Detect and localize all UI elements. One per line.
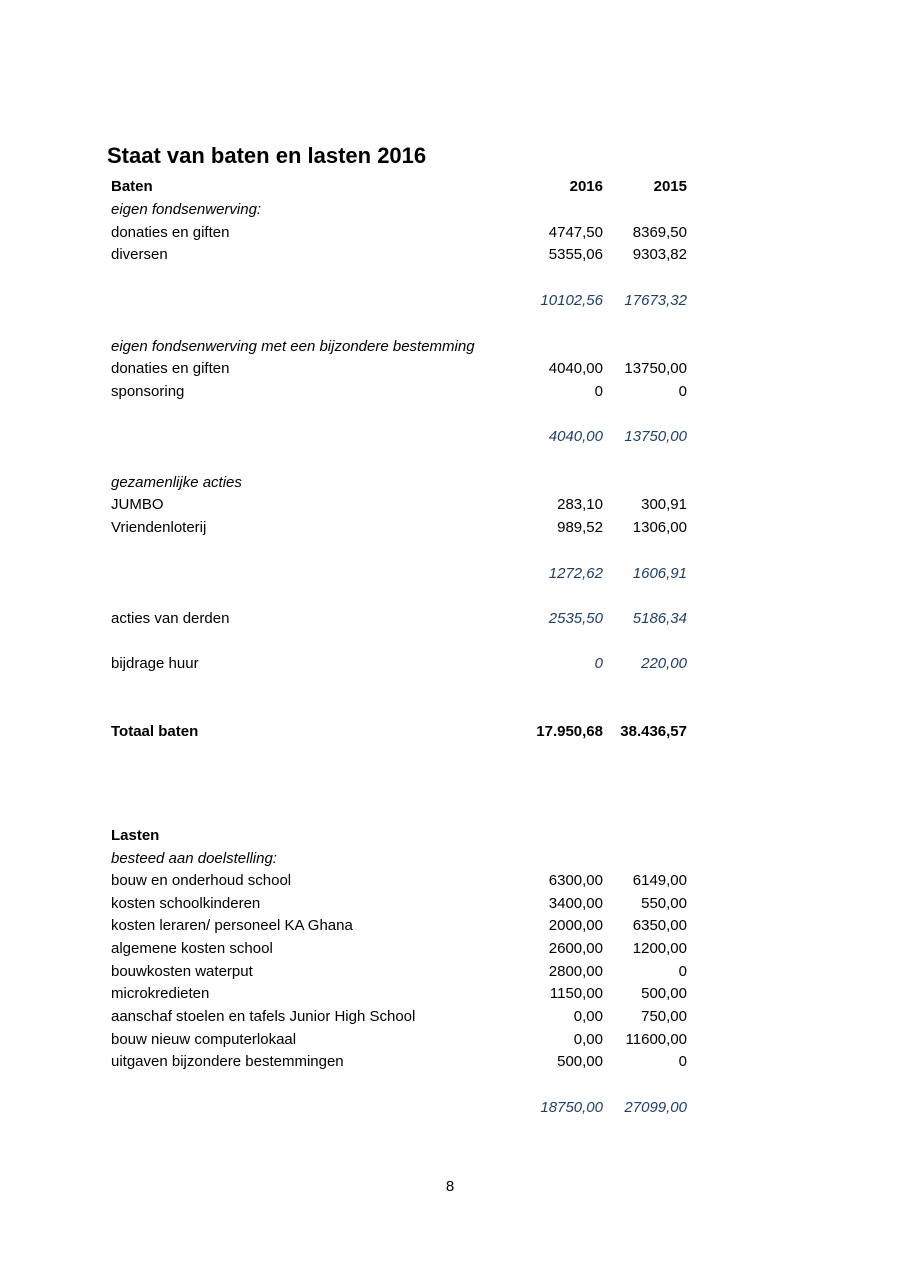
subtotal-2015: 1606,91: [632, 565, 687, 582]
value-2016: 2600,00: [548, 940, 603, 957]
subtotal-2015: 27099,00: [624, 1099, 687, 1116]
row-label: kosten leraren/ personeel KA Ghana: [111, 917, 353, 934]
section-heading-label: eigen fondsenwerving met een bijzondere bestemming: [111, 338, 475, 355]
page-title: Staat van baten en lasten 2016: [107, 143, 427, 168]
row-label: bouw nieuw computerlokaal: [111, 1031, 297, 1048]
value-2015: 11600,00: [625, 1031, 687, 1048]
table-row: [111, 358, 689, 380]
baten-header-row: [111, 176, 689, 198]
value-2015: 0: [678, 383, 687, 400]
subtotal-2016: 10102,56: [540, 292, 603, 309]
section-heading-label: besteed aan doelstelling:: [111, 850, 277, 867]
value-2015: 550,00: [641, 895, 687, 912]
value-2016: 1150,00: [549, 985, 603, 1002]
value-2016: 6300,00: [548, 872, 603, 889]
row-label: sponsoring: [111, 383, 185, 400]
row-label: diversen: [111, 246, 168, 263]
value-2015: 500,00: [641, 985, 687, 1002]
row-label: donaties en giften: [111, 224, 230, 241]
value-2015: 1306,00: [632, 519, 687, 536]
value-2015: 0: [678, 1053, 687, 1070]
row-label: Vriendenloterij: [111, 519, 207, 536]
row-label: JUMBO: [111, 496, 164, 513]
row-label: aanschaf stoelen en tafels Junior High School: [111, 1008, 416, 1025]
table-row: [111, 915, 689, 937]
row-label: bijdrage huur: [111, 655, 199, 672]
value-2015: 8369,50: [632, 224, 687, 241]
total-2015: 38.436,57: [620, 723, 687, 740]
value-2016: 4040,00: [548, 360, 603, 377]
value-2015: 750,00: [641, 1008, 687, 1025]
value-2015: 0: [678, 963, 687, 980]
row-label: microkredieten: [111, 985, 210, 1002]
table-row: [111, 870, 689, 892]
table-row: [111, 961, 689, 983]
row-label: kosten schoolkinderen: [111, 895, 261, 912]
value-2016: 0,00: [573, 1008, 603, 1025]
column-header-2015: 2015: [653, 178, 687, 195]
value-2015: 6149,00: [632, 872, 687, 889]
value-2016: 500,00: [557, 1053, 603, 1070]
bijdrage-huur-row: [111, 653, 689, 675]
subtotal-row: [111, 563, 689, 585]
value-2016: 4747,50: [548, 224, 603, 241]
acties-van-derden-row: [111, 608, 689, 630]
subtotal-2015: 17673,32: [624, 292, 687, 309]
value-2015: 1200,00: [632, 940, 687, 957]
value-2016: 2800,00: [548, 963, 603, 980]
value-2015: 13750,00: [624, 360, 687, 377]
value-2016: 5355,06: [548, 246, 603, 263]
section-heading-bijzonder: [111, 336, 689, 358]
section-heading-label: gezamenlijke acties: [111, 474, 242, 491]
table-row: [111, 938, 689, 960]
lasten-heading: Lasten: [111, 827, 160, 844]
value-2016: 3400,00: [548, 895, 603, 912]
column-header-2016: 2016: [569, 178, 603, 195]
row-label: acties van derden: [111, 610, 230, 627]
subtotal-row: [111, 426, 689, 448]
totaal-baten-row: [111, 721, 689, 743]
value-2015: 220,00: [641, 655, 687, 672]
row-label: Totaal baten: [111, 723, 199, 740]
subtotal-row: [111, 1097, 689, 1119]
page-number: 8: [445, 1178, 455, 1195]
section-heading-gezamenlijk: [111, 472, 689, 494]
subtotal-2016: 4040,00: [548, 428, 603, 445]
table-row: [111, 1029, 689, 1051]
value-2016: 0: [594, 383, 603, 400]
row-label: bouw en onderhoud school: [111, 872, 292, 889]
lasten-header-row: [111, 825, 689, 847]
row-label: uitgaven bijzondere bestemmingen: [111, 1053, 344, 1070]
subtotal-2015: 13750,00: [624, 428, 687, 445]
value-2016: 2000,00: [548, 917, 603, 934]
value-2015: 5186,34: [632, 610, 687, 627]
value-2016: 0: [594, 655, 603, 672]
table-row: [111, 244, 689, 266]
table-row: [111, 1006, 689, 1028]
section-heading-doelstelling: [111, 848, 689, 870]
section-heading-eigen: [111, 199, 689, 221]
table-row: [111, 381, 689, 403]
table-row: [111, 893, 689, 915]
value-2015: 9303,82: [632, 246, 687, 263]
subtotal-2016: 18750,00: [540, 1099, 603, 1116]
section-heading-label: eigen fondsenwerving:: [111, 201, 262, 218]
value-2016: 989,52: [557, 519, 603, 536]
value-2015: 300,91: [641, 496, 687, 513]
value-2016: 2535,50: [548, 610, 603, 627]
table-row: [111, 1051, 689, 1073]
table-row: [111, 222, 689, 244]
subtotal-row: [111, 290, 689, 312]
total-2016: 17.950,68: [536, 723, 603, 740]
value-2016: 0,00: [573, 1031, 603, 1048]
subtotal-2016: 1272,62: [548, 565, 603, 582]
baten-heading: Baten: [111, 178, 153, 195]
row-label: algemene kosten school: [111, 940, 273, 957]
table-row: [111, 983, 689, 1005]
value-2015: 6350,00: [632, 917, 687, 934]
row-label: bouwkosten waterput: [111, 963, 253, 980]
table-row: [111, 517, 689, 539]
value-2016: 283,10: [557, 496, 603, 513]
table-row: [111, 494, 689, 516]
row-label: donaties en giften: [111, 360, 230, 377]
